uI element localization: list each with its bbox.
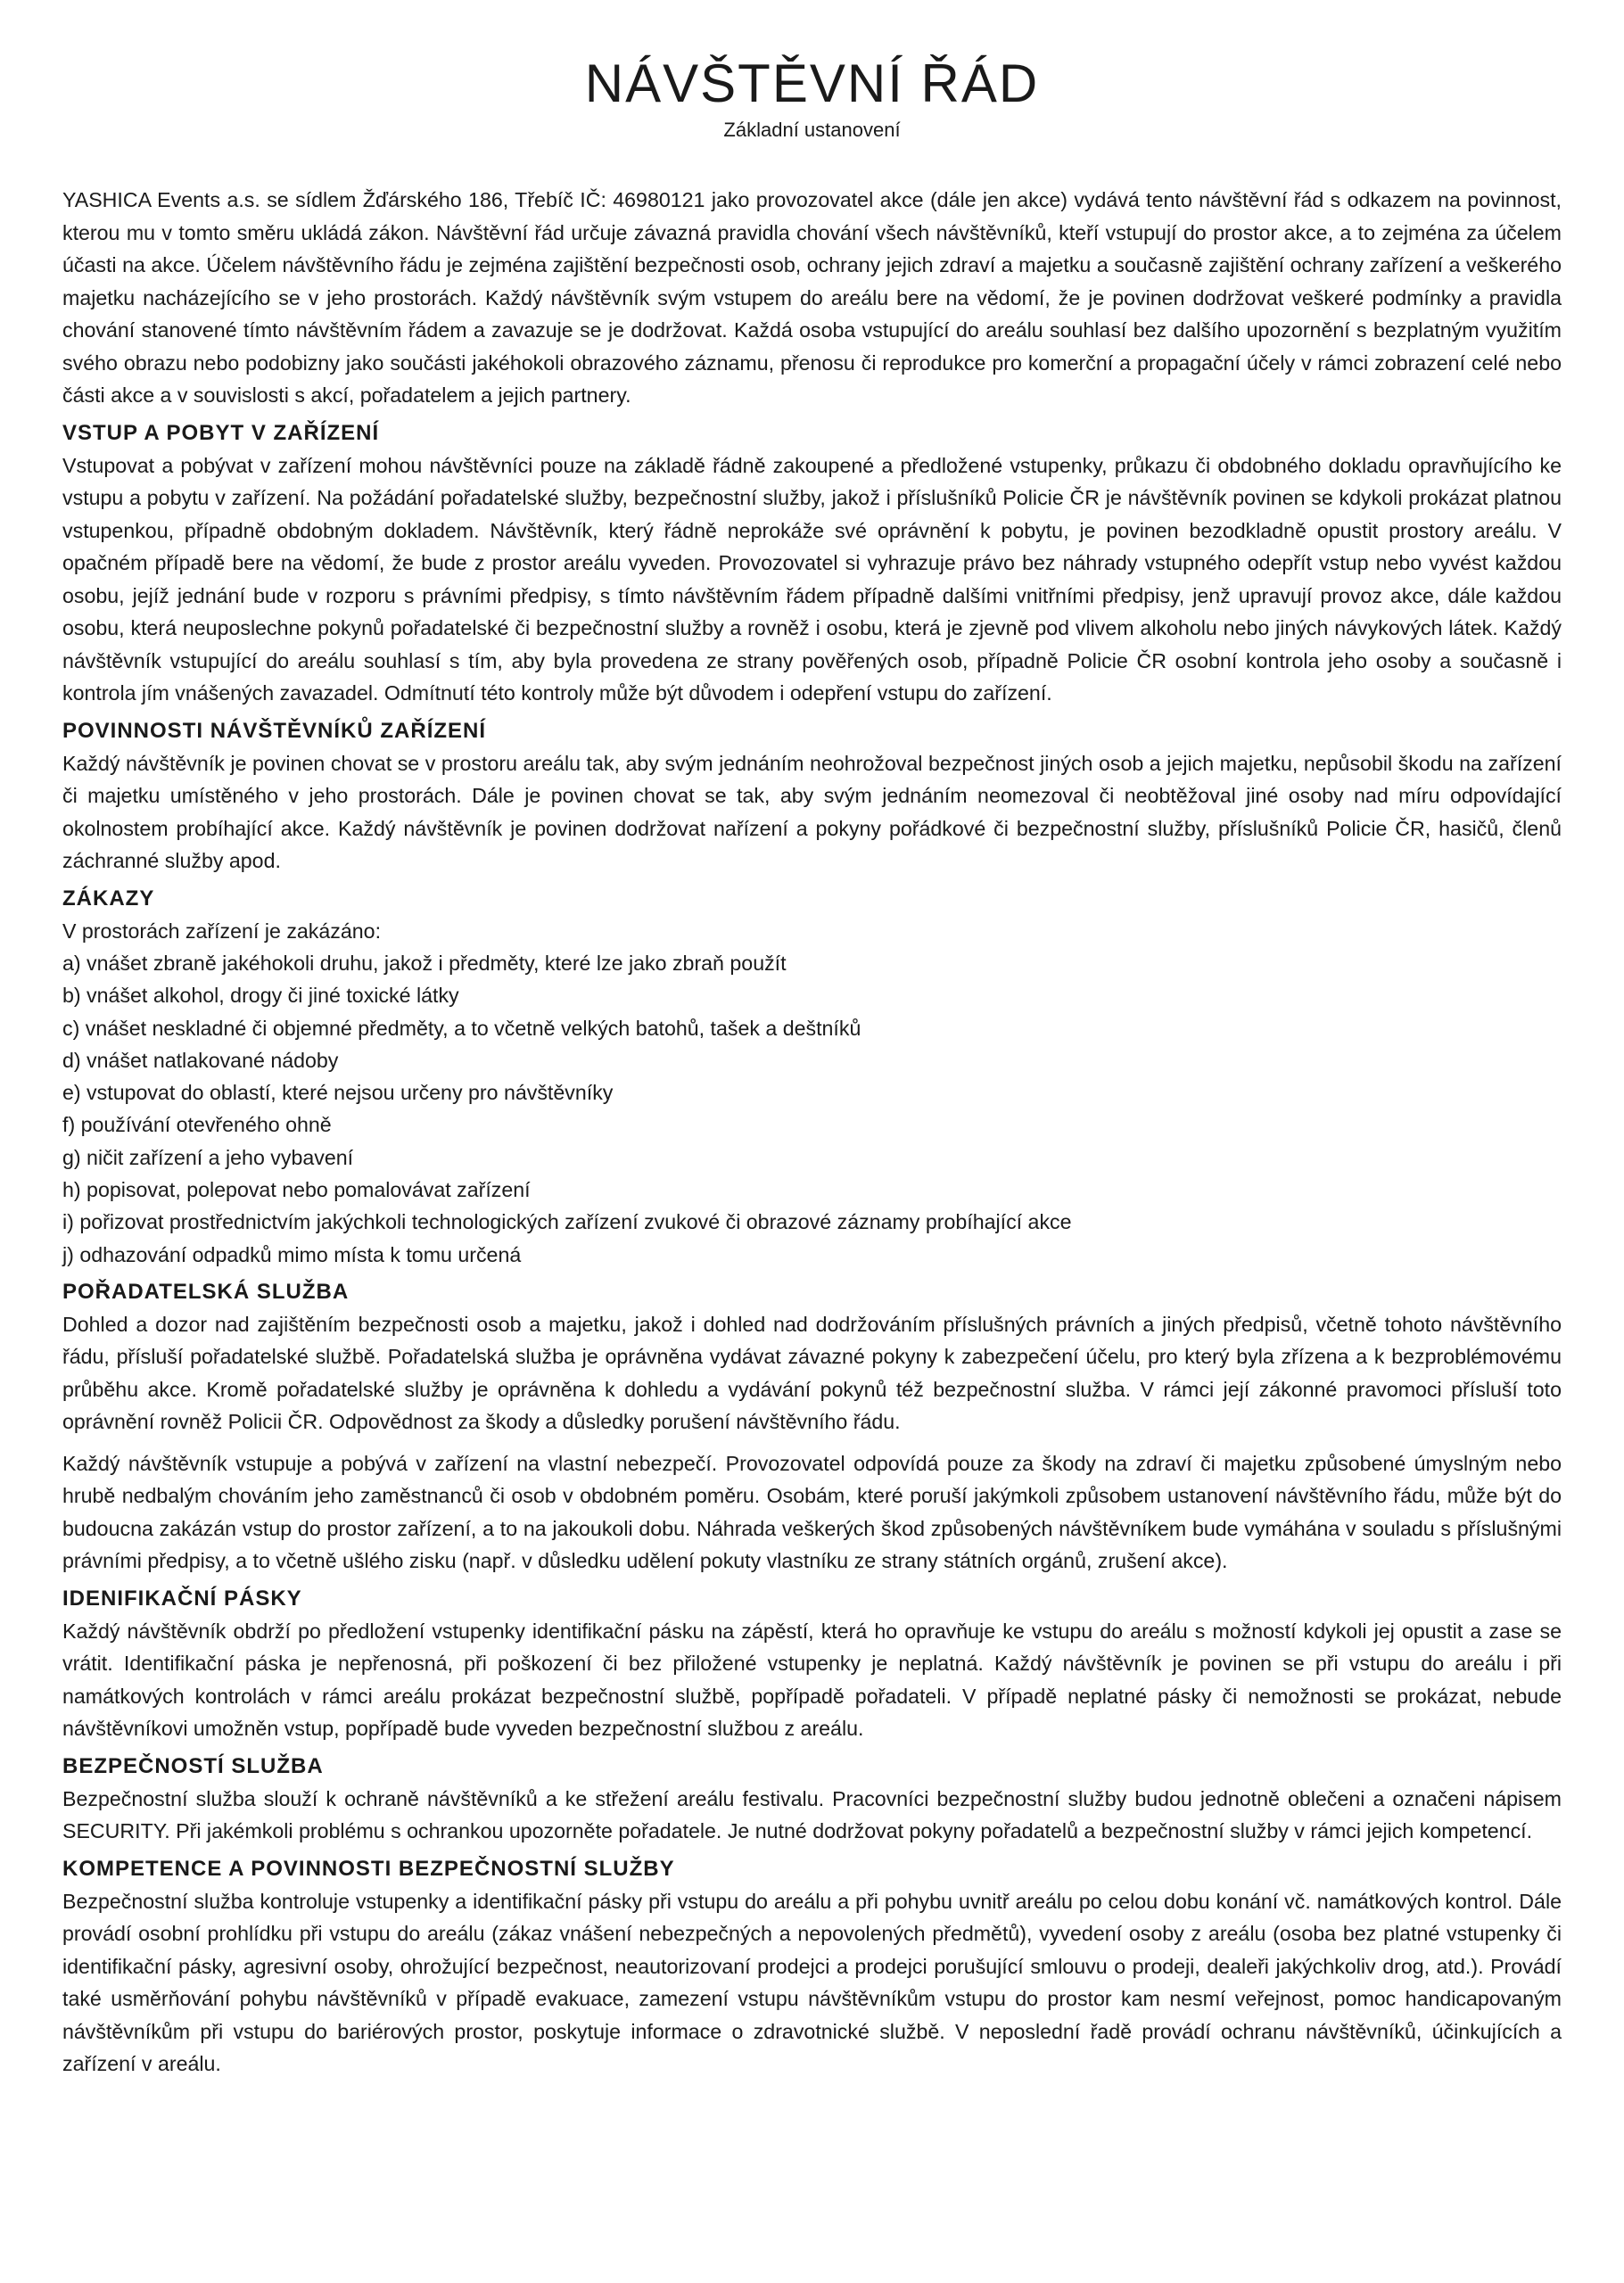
section-heading-zakazy: ZÁKAZY: [62, 886, 155, 911]
section-heading-poradatelska: POŘADATELSKÁ SLUŽBA: [62, 1279, 350, 1304]
section-text-bezpecnosti: Bezpečnostní služba slouží k ochraně návštěvníků a ke střežení areálu festivalu. Pracovníci bezpečnostní služby budou jednotně oblečeni a označeni nápisem SECURITY. Při jakémkoli problému s ochrankou upozorněte pořadatele. Je nutné dodržovat pokyny pořadatelů a bezpečnostní služby v rámci jejich kompetencí.: [62, 1786, 1562, 1843]
section-heading-povinnosti: POVINNOSTI NÁVŠTĚVNÍKŮ ZAŘÍZENÍ: [62, 718, 487, 743]
document-subtitle: Základní ustanovení: [723, 119, 901, 141]
list-item: f) používání otevřeného ohně: [62, 1113, 332, 1137]
intro-paragraph: YASHICA Events a.s. se sídlem Žďárského 186, Třebíč IČ: 46980121 jako provozovatel akce (dále jen akce) vydává tento návštěvní řád s odkazem na povinnost, kterou mu v tomto směru ukládá zákon. Návštěvní řád určuje závazná pravidla chování všech návštěvníků, kteří vstupují do prostor akce, a to zejména za účelem účasti na akce. Účelem návštěvního řádu je zejména zajištění bezpečnosti osob, ochrany jejich zdraví a majetku a současně zajištění ochrany zařízení a veškerého majetku nacházejícího se v jeho prostorách. Každý návštěvník svým vstupem do areálu bere na vědomí, že je povinen dodržovat veškeré podmínky a pravidla chování stanovené tímto návštěvním řádem a zavazuje se je dodržovat. Každá osoba vstupující do areálu souhlasí bez dalšího upozornění s bezplatným využitím svého obrazu nebo podobizny jako součásti jakéhokoli obrazového záznamu, přenosu či reprodukce pro komerční a propagační účely v rámci zobrazení celé nebo části akce a v souvislosti s akcí, pořadatelem a jejich partnery.: [62, 188, 1562, 407]
section-heading-pasky: IDENIFIKAČNÍ PÁSKY: [62, 1586, 302, 1611]
list-item: d) vnášet natlakované nádoby: [62, 1048, 339, 1072]
section-text-vstup: Vstupovat a pobývat v zařízení mohou návštěvníci pouze na základě řádně zakoupené a předložené vstupenky, průkazu či obdobného dokladu opravňujícího ke vstupu a pobytu v zařízení. Na požádání pořadatelské služby, bezpečnostní služby, jakož i příslušníků Policie ČR je návštěvník povinen se kdykoli prokázat platnou vstupenkou, případně obdobným dokladem. Návštěvník, který řádně neprokáže své oprávnění k pobytu, je povinen bezodkladně opustit prostory areálu. V opačném případě bere na vědomí, že bude z prostor areálu vyveden. Provozovatel si vyhrazuje právo bez náhrady vstupného odepřít vstup nebo vyvést každou osobu, jejíž jednání bude v rozporu s právními předpisy, s tímto návštěvním řádem případně dalšími vnitřními předpisy, jenž upravují provoz akce, dále každou osobu, která neuposlechne pokynů pořadatelské či bezpečnostní služby a rovněž i osobu, která je zjevně pod vlivem alkoholu nebo jiných návykových látek. Každý návštěvník vstupující do areálu souhlasí s tím, aby byla provedena ze strany pověřených osob, případně Policie ČR osobní kontrola jeho osoby a současně i kontrola jím vnášených zavazadel. Odmítnutí této kontroly může být důvodem i odepření vstupu do zařízení.: [62, 453, 1562, 705]
list-item: j) odhazování odpadků mimo místa k tomu určená: [62, 1242, 522, 1266]
list-item: a) vnášet zbraně jakéhokoli druhu, jakož i předměty, které lze jako zbraň použít: [62, 952, 787, 975]
list-item: i) pořizovat prostřednictvím jakýchkoli technologických zařízení zvukové či obrazové záznamy probíhající akce: [62, 1210, 1072, 1234]
section-text-poradatelska-2: Každý návštěvník vstupuje a pobývá v zařízení na vlastní nebezpečí. Provozovatel odpovídá pouze za škody na zdraví či majetku způsobené úmyslným nebo hrubě nedbalým chováním jeho zaměstnanců či osob v obdobném poměru. Osobám, které poruší jakýmkoli způsobem ustanovení návštěvního řádu, může být do budoucna zakázán vstup do prostor zařízení, a to na jakoukoli dobu. Náhrada veškerých škod způsobených návštěvníkem bude vymáhána v souladu s příslušnými právními předpisy, a to včetně ušlého zisku (např. v důsledku udělení pokuty vlastníku ze strany státních orgánů, zrušení akce).: [62, 1451, 1562, 1573]
section-heading-vstup: VSTUP A POBYT V ZAŘÍZENÍ: [62, 420, 380, 445]
zakazy-intro: V prostorách zařízení je zakázáno:: [62, 919, 382, 943]
section-text-poradatelska-1: Dohled a dozor nad zajištěním bezpečnosti osob a majetku, jakož i dohled nad dodržováním příslušných právních a jiných předpisů, včetně tohoto návštěvního řádu, přísluší pořadatelské službě. Pořadatelská služba je oprávněna vydávat závazné pokyny k zabezpečení účelu, pro který byla zřízena a k bezproblémovému průběhu akce. Kromě pořadatelské služby je oprávněna k dohledu a vydávání pokynů též bezpečnostní služba. V rámci její zákonné pravomoci přísluší toto oprávnění rovněž Policii ČR. Odpovědnost za škody a důsledky porušení návštěvního řádu.: [62, 1312, 1562, 1434]
section-heading-bezpecnosti: BEZPEČNOSTÍ SLUŽBA: [62, 1753, 324, 1778]
list-item: c) vnášet neskladné či objemné předměty, a to včetně velkých batohů, tašek a deštníků: [62, 1016, 861, 1040]
section-text-povinnosti: Každý návštěvník je povinen chovat se v prostoru areálu tak, aby svým jednáním neohrožoval bezpečnost jiných osob a jejich majetku, nepůsobil škodu na zařízení či majetku umístěného v jeho prostorách. Dále je povinen chovat se tak, aby svým jednáním neomezoval či neobtěžoval jiné osoby nad míru odpovídající okolnostem probíhající akce. Každý návštěvník je povinen dodržovat nařízení a pokyny pořádkové či bezpečnostní služby, příslušníků Policie ČR, hasičů, členů záchranné služby apod.: [62, 751, 1562, 872]
paragraph-gap: [62, 1438, 1562, 1447]
list-item: e) vstupovat do oblastí, které nejsou určeny pro návštěvníky: [62, 1081, 614, 1105]
zakazy-list: [62, 947, 1562, 1271]
section-text-kompetence: Bezpečnostní služba kontroluje vstupenky a identifikační pásky při vstupu do areálu a při pohybu uvnitř areálu po celou dobu konání vč. namátkových kontrol. Dále provádí osobní prohlídku při vstupu do areálu (zákaz vnášení nebezpečných a nepovolených předmětů), vyvedení osoby z areálu (osoba bez platné vstupenky či identifikační pásky, agresivní osoby, ohrožující bezpečnost, neautorizovaní prodejci a prodejci porušující smlouvu o prodeji, dealeři jakýchkoliv drog, atd.). Provádí také usměrňování pohybu návštěvníků v případě evakuace, zamezení vstupu návštěvníkům vstupu do prostor kam nesmí veřejnost, pomoc handicapovaným návštěvníkům při vstupu do bariérových prostor, poskytuje informace o zdravotnické službě. V neposlední řadě provádí ochranu návštěvníků, účinkujících a zařízení v areálu.: [62, 1889, 1562, 2076]
list-item: g) ničit zařízení a jeho vybavení: [62, 1145, 354, 1169]
list-item: h) popisovat, polepovat nebo pomalovávat zařízení: [62, 1178, 531, 1202]
document-title: NÁVŠTĚVNÍ ŘÁD: [584, 54, 1040, 113]
section-heading-kompetence: KOMPETENCE A POVINNOSTI BEZPEČNOSTNÍ SLUŽBY: [62, 1856, 675, 1881]
list-item: b) vnášet alkohol, drogy či jiné toxické látky: [62, 984, 459, 1008]
section-text-pasky: Každý návštěvník obdrží po předložení vstupenky identifikační pásku na zápěstí, která ho opravňuje ke vstupu do areálu s možností kdykoli jej opustit a zase se vrátit. Identifikační páska je nepřenosná, při poškození či bez přiložené vstupenky je neplatná. Každý návštěvník je povinen se při vstupu do areálu i při namátkových kontrolách v rámci areálu prokázat bezpečnostní službě, popřípadě pořadateli. V případě neplatné pásky či nemožnosti se prokázat, nebude návštěvníkovi umožněn vstup, popřípadě bude vyveden bezpečnostní službou z areálu.: [62, 1619, 1562, 1741]
